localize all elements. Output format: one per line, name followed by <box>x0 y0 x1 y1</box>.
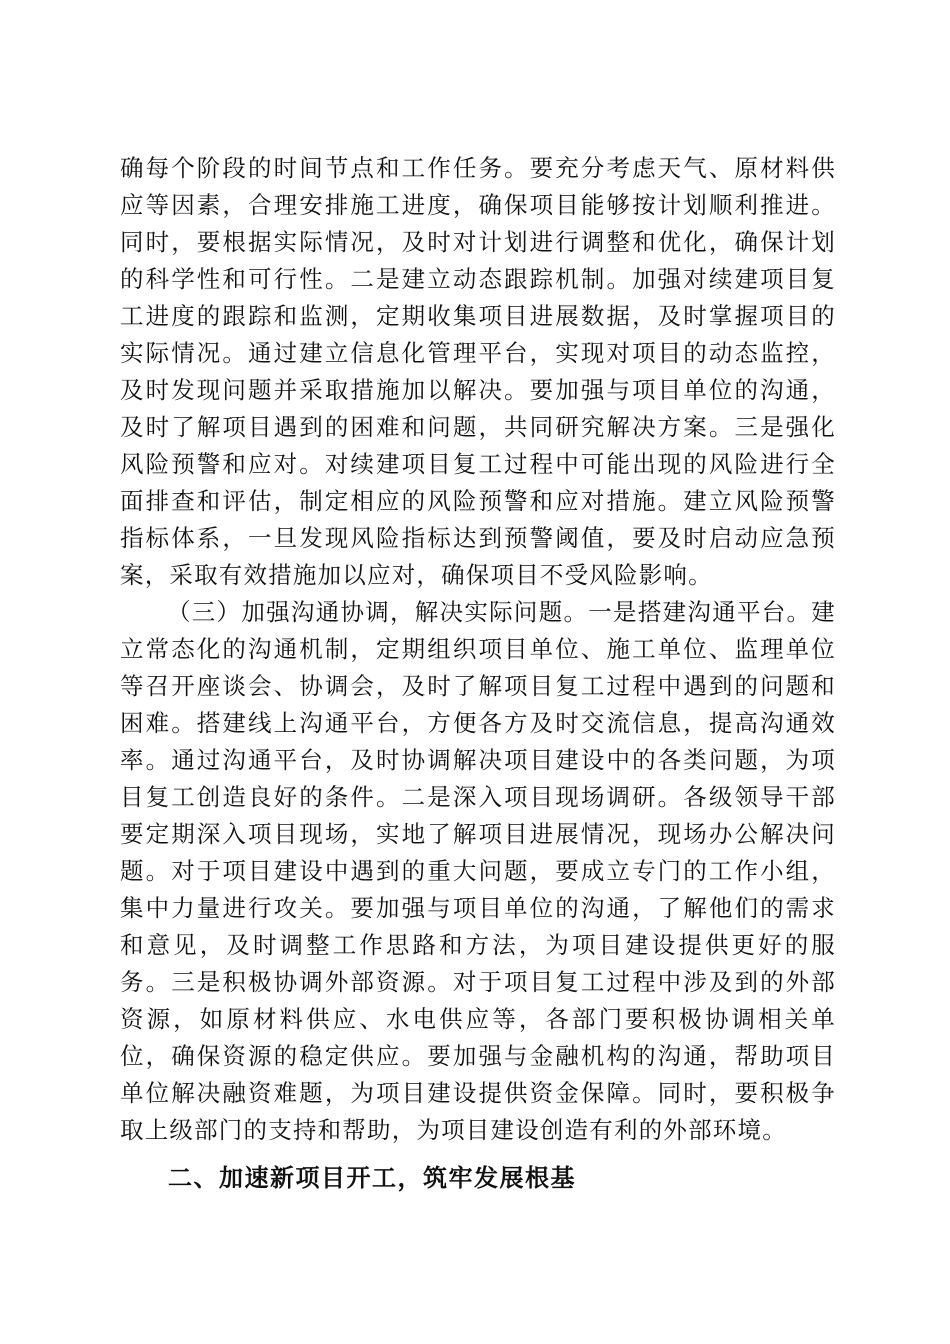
paragraph-continuation: 确每个阶段的时间节点和工作任务。要充分考虑天气、原材料供应等因素，合理安排施工进度，确保项目能够按计划顺利推进。同时，要根据实际情况，及时对计划进行调整和优化，确保计划的科学性和可行性。二是建立动态跟踪机制。加强对续建项目复工进度的跟踪和监测，定期收集项目进展数据，及时掌握项目的实际情况。通过建立信息化管理平台，实现对项目的动态监控，及时发现问题并采取措施加以解决。要加强与项目单位的沟通，及时了解项目遇到的困难和问题，共同研究解决方案。三是强化风险预警和应对。对续建项目复工过程中可能出现的风险进行全面排查和评估，制定相应的风险预警和应对措施。建立风险预警指标体系，一旦发现风险指标达到预警阈值，要及时启动应急预案，采取有效措施加以应对，确保项目不受风险影响。 <box>120 154 836 589</box>
section-heading: 二、加速新项目开工，筑牢发展根基 <box>168 1164 576 1192</box>
body-text <box>120 150 836 1149</box>
paragraph-section-three: （三）加强沟通协调，解决实际问题。一是搭建沟通平台。建立常态化的沟通机制，定期组织项目单位、施工单位、监理单位等召开座谈会、协调会，及时了解项目复工过程中遇到的问题和困难。搭建线上沟通平台，方便各方及时交流信息，提高沟通效率。通过沟通平台，及时协调解决项目建设中的各类问题，为项目复工创造良好的条件。二是深入项目现场调研。各级领导干部要定期深入项目现场，实地了解项目进展情况，现场办公解决问题。对于项目建设中遇到的重大问题，要成立专门的工作小组，集中力量进行攻关。要加强与项目单位的沟通，了解他们的需求和意见，及时调整工作思路和方法，为项目建设提供更好的服务。三是积极协调外部资源。对于项目复工过程中涉及到的外部资源，如原材料供应、水电供应等，各部门要积极协调相关单位，确保资源的稳定供应。要加强与金融机构的沟通，帮助项目单位解决融资难题，为项目建设提供资金保障。同时，要积极争取上级部门的支持和帮助，为项目建设创造有利的外部环境。 <box>120 598 836 1144</box>
